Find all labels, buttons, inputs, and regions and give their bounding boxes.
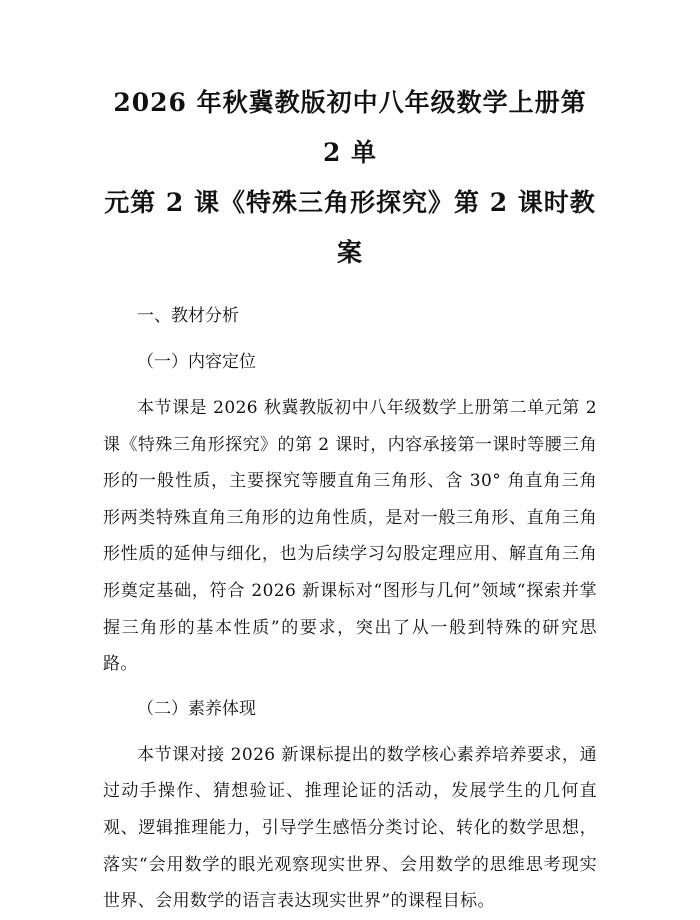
paragraph-literacy: 本节课对接 2026 新课标提出的数学核心素养培养要求，通过动手操作、猜想验证、推理论证的活动，发展学生的几何直观、逻辑推理能力，引导学生感悟分类讨论、转化的数学思想，落实“会用数学的眼光观察现实世界、会用数学的思维思考现实世界、会用数学的语言表达现实世界”的课程目标。: [103, 744, 597, 912]
title-line-2: 元第 2 课《特殊三角形探究》第 2 课时教案: [104, 188, 596, 267]
paragraph-content-positioning: 本节课是 2026 秋冀教版初中八年级数学上册第二单元第 2 课《特殊三角形探究》的第 2 课时，内容承接第一课时等腰三角形的一般性质，主要探究等腰直角三角形、含 30° 角直角三角形两类特殊直角三角形的边角性质，是对一般三角形、直角三角形性质的延伸与细化，也为后续学习勾股定理应用、解直角三角形奠定基础，符合 2026 新课标对“图形与几何”领域“探索并掌握三角形的基本性质”的要求，突出了从一般到特殊的研究思路。: [103, 398, 597, 675]
subsection-heading-literacy: （二）素养体现: [137, 698, 256, 719]
document-title: [103, 78, 597, 278]
section-heading-textbook-analysis: 一、教材分析: [137, 306, 239, 326]
subsection-heading-content-positioning: （一）内容定位: [137, 352, 256, 372]
title-line-1: 2026 年秋冀教版初中八年级数学上册第 2 单: [113, 88, 587, 167]
